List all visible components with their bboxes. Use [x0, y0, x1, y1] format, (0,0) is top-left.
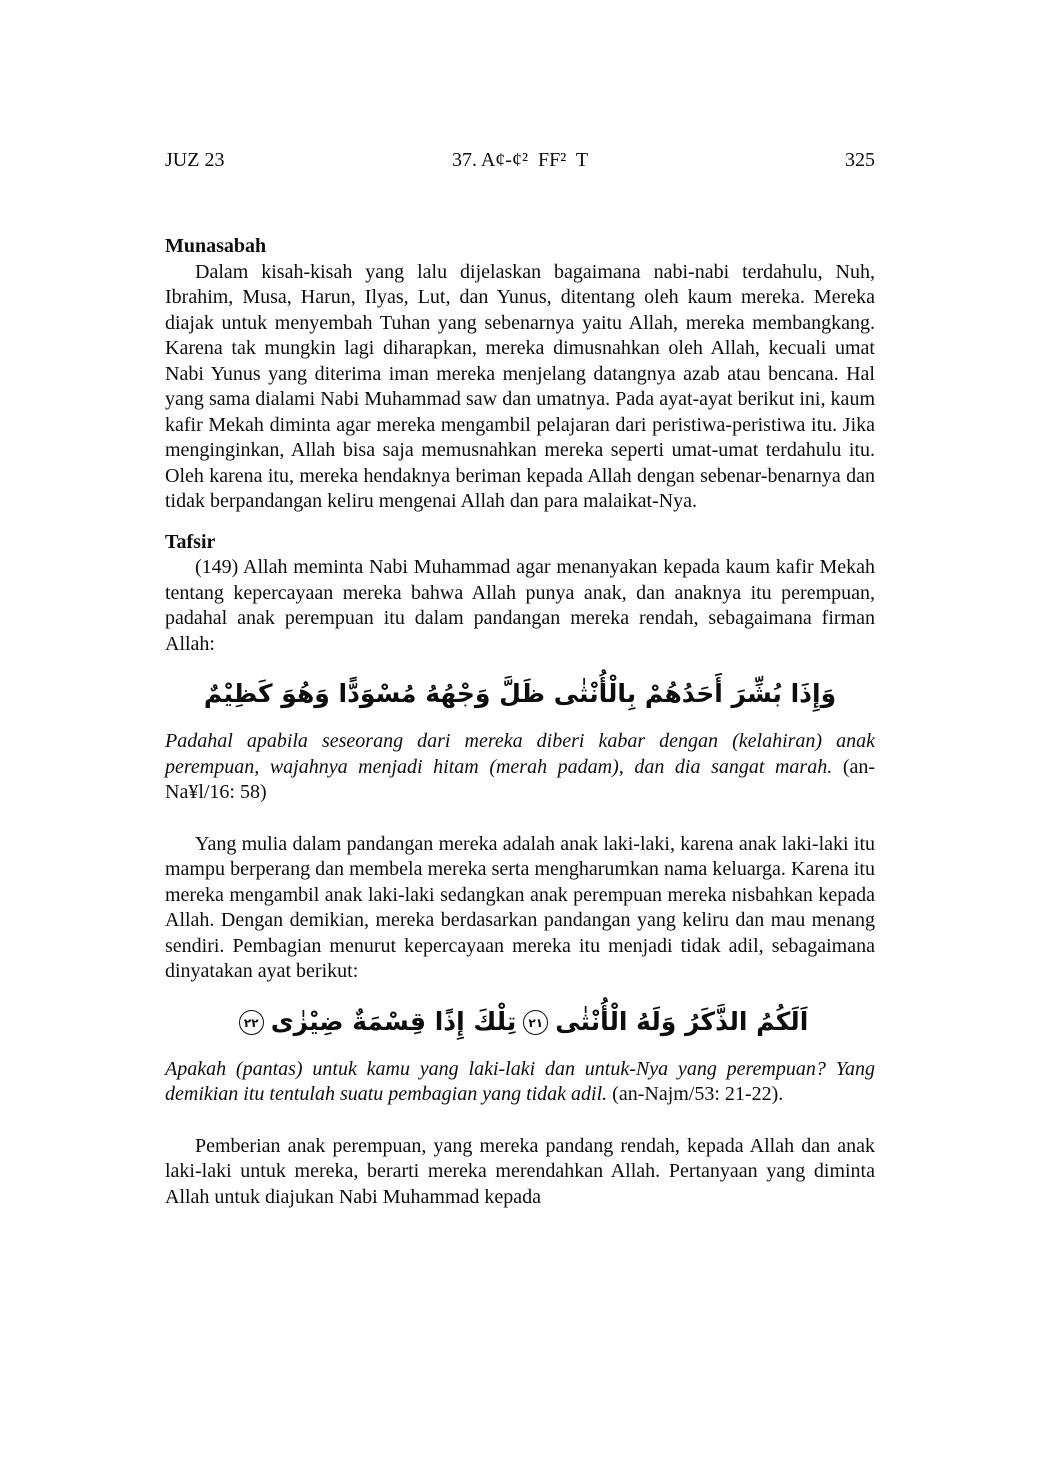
- arabic-verse-nahl-text: وَإِذَا بُشِّرَ أَحَدُهُمْ بِالْأُنْثٰى ظَلَّ وَجْهُهُ مُسْوَدًّا وَهُوَ كَظِيْمٌ: [203, 679, 837, 708]
- surah-title: 37. A¢-¢² FF² T: [451, 149, 589, 171]
- translation-najm: [165, 1057, 875, 1108]
- ayah-number-badge-22: ٢٢: [239, 1010, 264, 1035]
- arabic-verse-najm-part2: تِلْكَ إِذًا قِسْمَةٌ ضِيْزٰى: [270, 1006, 517, 1036]
- arabic-verse-najm-part1: اَلَكُمُ الذَّكَرُ وَلَهُ الْأُنْثٰى: [555, 1006, 809, 1036]
- translation-nahl-citation: (an-Na¥l/16: 58): [165, 755, 876, 803]
- ayah-number-badge-21: ٢١: [523, 1010, 548, 1035]
- tafsir-paragraph-149: (149) Allah meminta Nabi Muhammad agar menanyakan kepada kaum kafir Mekah tentang kepercayaan mereka bahwa Allah punya anak, dan anaknya itu perempuan, padahal anak perempuan itu dalam pandangan mereka rendah, sebagaimana firman Allah:: [165, 556, 875, 655]
- translation-nahl-text: Padahal apabila seseorang dari mereka diberi kabar dengan (kelahiran) anak perempuan, wajahnya menjadi hitam (merah padam), dan dia sangat marah.: [165, 730, 875, 778]
- munasabah-heading: Munasabah: [165, 235, 267, 257]
- tafsir-paragraph-pemberian: Pemberian anak perempuan, yang mereka pandang rendah, kepada Allah dan anak laki-laki untuk mereka, berarti mereka merendahkan Allah. Pertanyaan yang diminta Allah untuk diajukan Nabi Muhammad kepada: [165, 1134, 875, 1208]
- page-number: 325: [845, 149, 875, 171]
- tafsir-paragraph-yang-mulia: Yang mulia dalam pandangan mereka adalah anak laki-laki, karena anak laki-laki itu mampu berperang dan membela mereka serta mengharumkan nama keluarga. Karena itu mereka mengambil anak laki-laki sedangkan anak perempuan mereka nisbahkan kepada Allah. Dengan demikian, mereka berdasarkan pandangan yang keliru dan mau menang sendiri. Pembagian menurut kepercayaan mereka itu menjadi tidak adil, sebagaimana dinyatakan ayat berikut:: [165, 832, 875, 982]
- arabic-verse-nahl: [165, 667, 875, 721]
- page-header: [165, 148, 875, 172]
- juz-label: JUZ 23: [165, 149, 225, 171]
- tafsir-heading: Tafsir: [165, 530, 216, 553]
- translation-najm-text: Apakah (pantas) untuk kamu yang laki-laki dan untuk-Nya yang perempuan? Yang demikian itu tentulah suatu pembagian yang tidak adil.: [165, 1057, 875, 1105]
- munasabah-paragraph: Dalam kisah-kisah yang lalu dijelaskan bagaimana nabi-nabi terdahulu, Nuh, Ibrahim, Musa, Harun, Ilyas, Lut, dan Yunus, ditentang oleh kaum mereka. Mereka diajak untuk menyembah Tuhan yang sebenarnya yaitu Allah, mereka membangkang. Karena tak mungkin lagi diharapkan, mereka dimusnahkan oleh Allah, kecuali umat Nabi Yunus yang diterima iman mereka menjelang datangnya azab atau bencana. Hal yang sama dialami Nabi Muhammad saw dan umatnya. Pada ayat-ayat berikut ini, kaum kafir Mekah diminta agar mereka mengambil pelajaran dari peristiwa-peristiwa itu. Jika menginginkan, Allah bisa saja memusnahkan mereka seperti umat-umat terdahulu itu. Oleh karena itu, mereka hendaknya beriman kepada Allah dengan sebenar-benarnya dan tidak berpandangan keliru mengenai Allah dan para malaikat-Nya.: [165, 260, 875, 512]
- translation-nahl: [165, 729, 875, 806]
- arabic-verse-najm: [165, 995, 875, 1049]
- translation-najm-citation: (an-Najm/53: 21-22).: [612, 1083, 784, 1105]
